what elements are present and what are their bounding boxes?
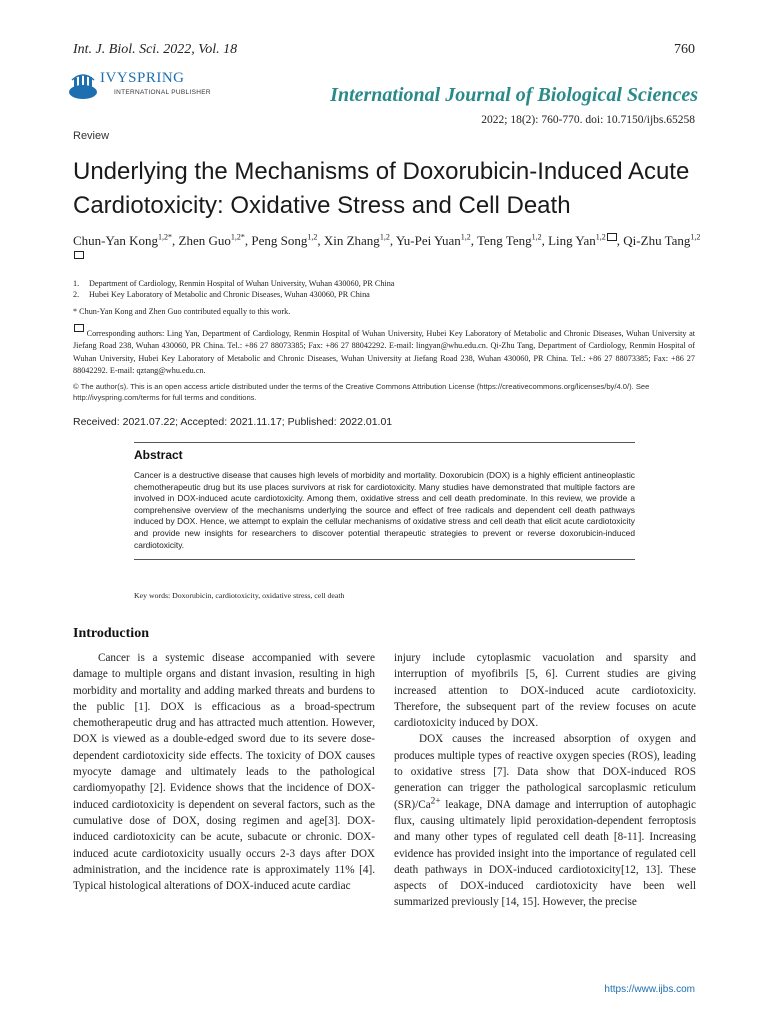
affiliation-2: 2. Hubei Key Laboratory of Metabolic and Chronic Diseases, Wuhan 430060, PR China bbox=[73, 290, 370, 299]
author-name: Peng Song$^{1,2}$ bbox=[251, 232, 318, 248]
author-name: Qi-Zhu Tang$^{1,2}$ bbox=[73, 233, 700, 266]
equal-contribution-note: * Chun-Yan Kong and Zhen Guo contributed equally to this work. bbox=[73, 307, 291, 316]
article-title: Underlying the Mechanisms of Doxorubicin-Induced Acute Cardiotoxicity: Oxidative Stress and Cell Death bbox=[73, 158, 690, 219]
abstract-box bbox=[134, 442, 635, 560]
paragraph: Cancer is a systemic disease accompanied with severe damage to multiple organs and distant invasion, resulting in high morbidity and mortality and adding marked threats and burdens to the public [1]. DOX is efficacious as a broad-spectrum chemotherapeutic drug and has attracted much attention. However, DOX is viewed as a double-edged sword due to its severe dose-dependent cardiotoxicity side effects. The toxicity of DOX causes myocyte damage and ultimately leads to the pathological cardiomyopathy [2]. Evidence shows that the incidence of DOX-induced cardiotoxicity is dependent on several factors, such as the cumulative dose of DOX, dosing regimen and age[3]. DOX-induced cardiotoxicity can be acute, subacute or chronic. DOX-induced acute cardiotoxicity usually occurs 2-3 days after DOX administration, and the incidence rate is approximately 11% [4]. Typical histological alterations of DOX-induced acute cardiac bbox=[73, 652, 375, 893]
paragraph: injury include cytoplasmic vacuolation and sparsity and interruption of myofibrils [5, 6]. Current studies are giving increased attention to DOX-induced acute cardiotoxicity. Therefore, the subsequent part of the review focuses on acute cardiotoxicity induced by DOX. bbox=[394, 652, 696, 730]
author-name: Teng Teng$^{1,2}$ bbox=[476, 232, 542, 248]
envelope-icon bbox=[74, 251, 84, 259]
publisher-logo[interactable] bbox=[68, 70, 228, 106]
publisher-subtitle: INTERNATIONAL PUBLISHER bbox=[114, 89, 211, 96]
ivyspring-logo-icon bbox=[68, 72, 98, 102]
author-name: Yu-Pei Yuan$^{1,2}$ bbox=[395, 232, 471, 248]
body-column-right bbox=[394, 650, 696, 911]
author-name: Xin Zhang$^{1,2}$ bbox=[323, 232, 390, 248]
author-name: Ling Yan$^{1,2}$ bbox=[548, 233, 617, 248]
body-column-left bbox=[73, 650, 375, 894]
running-header-journal: Int. J. Biol. Sci. 2022, Vol. 18 bbox=[73, 42, 238, 57]
envelope-icon bbox=[607, 233, 617, 241]
envelope-icon bbox=[74, 324, 84, 332]
publication-dates: Received: 2021.07.22; Accepted: 2021.11.17; Published: 2022.01.01 bbox=[73, 416, 393, 428]
paragraph: DOX causes the increased absorption of oxygen and produces multiple types of reactive oxygen species (ROS), leading to oxidative stress [7]. Data show that DOX-induced ROS generation can trigger the pathological sarcoplasmic reticulum $(SR)/Ca^{2+}$ leakage, DNA damage and interruption of autophagic flux, causing ultimately lipid peroxidation-dependent ferroptosis and many other types of regulated cell death [8-11]. Increasing evidence has provided insight into the importance of regulated cell death pathways in DOX-induced cardiotoxicity[12, 13]. These aspects of DOX-induced cardiotoxicity have been well summarized previously [14, 15]. However, the precise bbox=[394, 733, 696, 909]
abstract-heading: Abstract bbox=[134, 448, 183, 462]
journal-title[interactable]: International Journal of Biological Sciences bbox=[330, 84, 698, 106]
author-name: Chun-Yan Kong$^{1,2*}$ bbox=[73, 232, 172, 248]
abstract-text: Cancer is a destructive disease that causes high levels of morbidity and mortality. Doxorubicin (DOX) is a highly efficient antineoplastic chemotherapeutic drug but its use places survivors at risk for cardiotoxicity. Many studies have demonstrated that multiple factors are involved in DOX-induced acute cardiotoxicity. Among them, oxidative stress and cell death predominate. In this review, we provide a comprehensive overview of the mechanisms underlying the source and effect of free radicals and dependent cell death pathways induced by DOX. Hence, we attempt to explain the cellular mechanisms of oxidative stress and cell death that elicit acute cardiotoxicity and provide new insights for researchers to discover potential therapeutic strategies to prevent or reverse doxorubicin-induced cardiotoxicity. bbox=[134, 470, 635, 550]
journal-url-link[interactable]: https://www.ijbs.com bbox=[604, 984, 695, 995]
affiliation-1: 1. Department of Cardiology, Renmin Hospital of Wuhan University, Wuhan 430060, PR China bbox=[73, 279, 395, 288]
license-note: © The author(s). This is an open access article distributed under the terms of the Creative Commons Attribution License (https://creativecommons.org/licenses/by/4.0/). See http://ivyspring.com/terms for full terms and conditions. bbox=[73, 382, 650, 402]
introduction-heading: Introduction bbox=[73, 626, 149, 641]
corresponding-authors: Corresponding authors: Ling Yan, Department of Cardiology, Renmin Hospital of Wuhan University, Hubei Key Laboratory of Metabolic and Chronic Diseases, Wuhan University at Jiefang Road 238, Wuhan 430060, PR China. Tel.: +86 27 88073385; Fax: +86 27 88042292. E-mail: lingyan@whu.edu.cn. Qi-Zhu Tang, Department of Cardiology, Renmin Hospital of Wuhan University, Hubei Key Laboratory of Metabolic and Chronic Diseases, Wuhan University at Jiefang Road 238, Wuhan 430060, PR China. Tel.: +86 27 88073385; Fax: +86 27 88042292. E-mail: qztang@whu.edu.cn. bbox=[73, 324, 695, 378]
author-list: Chun-Yan Kong$^{1,2*}$, Zhen Guo$^{1,2*}$, Peng Song$^{1,2}$, Xin Zhang$^{1,2}$, Yu-Pei Yuan$^{1,2}$, Teng Teng$^{1,2}$, Ling Yan$^{1,2}$ , Qi-Zhu Tang$^{1,2}$ bbox=[73, 232, 703, 268]
keywords: Key words: Doxorubicin, cardiotoxicity, oxidative stress, cell death bbox=[134, 591, 345, 600]
article-type: Review bbox=[73, 130, 110, 142]
author-name: Zhen Guo$^{1,2*}$ bbox=[178, 232, 245, 248]
page-number: 760 bbox=[674, 42, 695, 57]
publisher-name: IVYSPRING bbox=[100, 70, 185, 86]
affiliations bbox=[73, 278, 703, 300]
doi-line: 2022; 18(2): 760-770. doi: 10.7150/ijbs.65258 bbox=[481, 114, 695, 126]
